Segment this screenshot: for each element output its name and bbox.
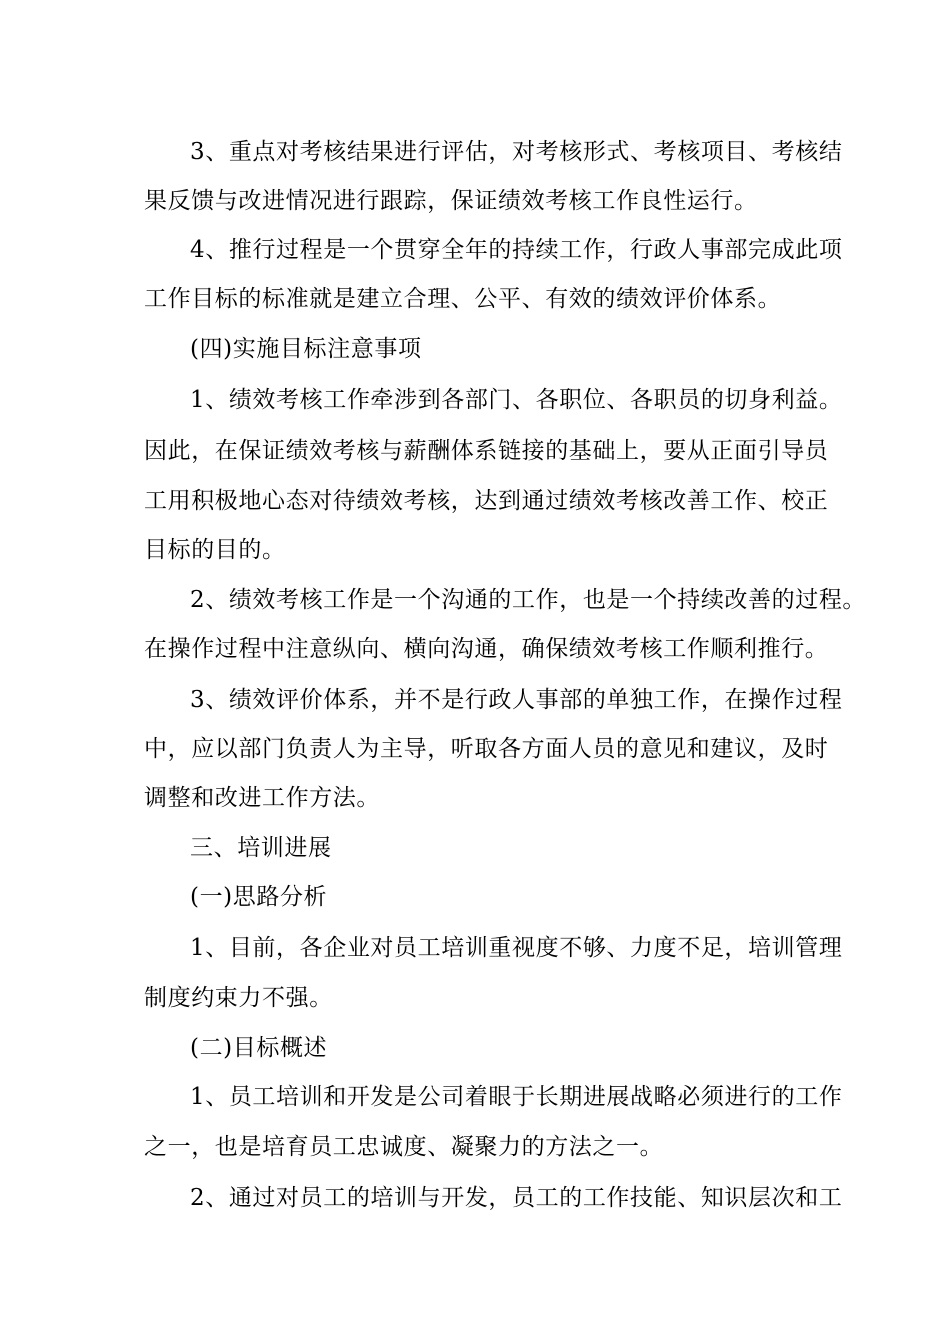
section-heading: 三、培训进展: [190, 835, 332, 861]
paragraph-line: 4、推行过程是一个贯穿全年的持续工作，行政人事部完成此项: [190, 237, 843, 263]
paragraph-line: 调整和改进工作方法。: [144, 785, 380, 811]
paragraph-line: 3、绩效评价体系，并不是行政人事部的单独工作，在操作过程: [190, 687, 843, 713]
paragraph-line: 之一，也是培育员工忠诚度、凝聚力的方法之一。: [144, 1134, 664, 1160]
paragraph-line: 果反馈与改进情况进行跟踪，保证绩效考核工作良性运行。: [144, 188, 758, 214]
paragraph-line: 工用积极地心态对待绩效考核，达到通过绩效考核改善工作、校正: [144, 488, 829, 514]
paragraph-line: 因此，在保证绩效考核与薪酬体系链接的基础上，要从正面引导员: [144, 438, 829, 464]
paragraph-line: 工作目标的标准就是建立合理、公平、有效的绩效评价体系。: [144, 286, 782, 312]
paragraph-line: 目标的目的。: [144, 537, 286, 563]
paragraph-line: 在操作过程中注意纵向、横向沟通，确保绩效考核工作顺利推行。: [144, 636, 829, 662]
paragraph-line: 2、绩效考核工作是一个沟通的工作，也是一个持续改善的过程。: [190, 587, 867, 613]
paragraph-line: 3、重点对考核结果进行评估，对考核形式、考核项目、考核结: [190, 139, 843, 165]
section-heading: (二)目标概述: [190, 1035, 328, 1061]
paragraph-line: 1、绩效考核工作牵涉到各部门、各职位、各职员的切身利益。: [190, 387, 843, 413]
paragraph-line: 1、员工培训和开发是公司着眼于长期进展战略必须进行的工作: [190, 1084, 843, 1110]
paragraph-line: 制度约束力不强。: [144, 985, 333, 1011]
paragraph-line: 中，应以部门负责人为主导，听取各方面人员的意见和建议，及时: [144, 736, 829, 762]
paragraph-line: 2、通过对员工的培训与开发，员工的工作技能、知识层次和工: [190, 1185, 843, 1211]
paragraph-line: 1、目前，各企业对员工培训重视度不够、力度不足，培训管理: [190, 935, 843, 961]
section-heading: (四)实施目标注意事项: [190, 336, 422, 362]
section-heading: (一)思路分析: [190, 884, 328, 910]
